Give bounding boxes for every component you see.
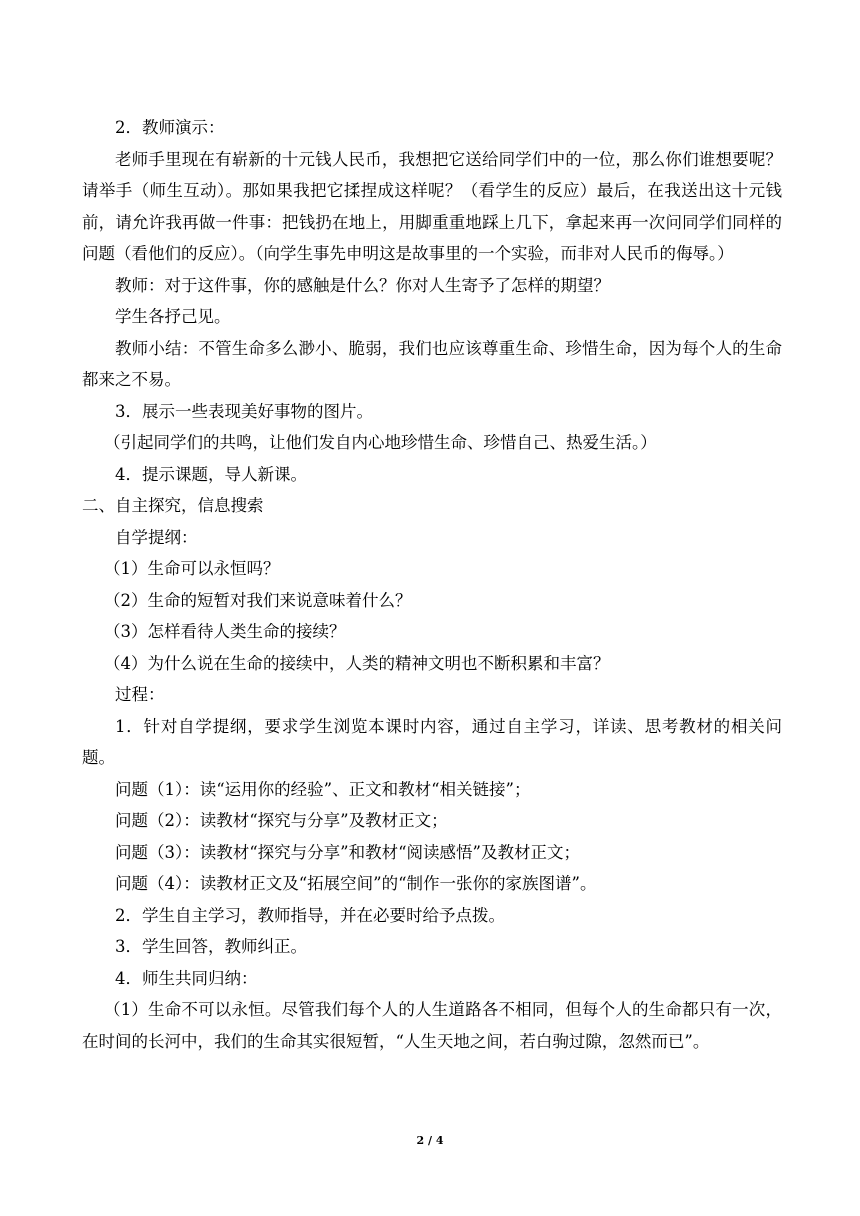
paragraph: 老师手里现在有崭新的十元钱人民币，我想把它送给同学们中的一位，那么你们谁想要呢？请举手（师生互动）。那如果我把它揉捏成这样呢？（看学生的反应）最后，在我送出这十元钱前，请允许我再做一件事：把钱扔在地上，用脚重重地踩上几下，拿起来再一次问同学们同样的问题（看他们的反应）。（向学生事先申明这是故事里的一个实验，而非对人民币的侮辱。） (82, 149, 782, 263)
list-item: （3）怎样看待人类生命的接续？ (104, 622, 346, 641)
paragraph: 问题（2）：读教材“探究与分享”及教材正文； (115, 811, 448, 830)
list-item: （4）为什么说在生命的接续中，人类的精神文明也不断积累和丰富？ (104, 653, 610, 673)
paragraph: 4．提示课题，导人新课。 (115, 464, 307, 484)
list-item: （2）生命的短暂对我们来说意味着什么？ (104, 590, 412, 610)
paragraph: 2．教师演示： (115, 118, 225, 137)
paragraph: 3．展示一些表现美好事物的图片。 (115, 401, 373, 421)
paragraph: 1．针对自学提纲，要求学生浏览本课时内容，通过自主学习，详读、思考教材的相关问题。 (82, 716, 782, 767)
section-heading: 二、自主探究，信息搜索 (82, 496, 264, 515)
page-number: 2 / 4 (416, 1134, 444, 1147)
paragraph: 学生各抒己见。 (115, 307, 231, 326)
paragraph: 2．学生自主学习，教师指导，并在必要时给予点拨。 (115, 905, 505, 925)
paragraph: 问题（1）：读“运用你的经验”、正文和教材“相关链接”； (115, 779, 531, 799)
paragraph: 过程： (115, 685, 165, 704)
paragraph: 教师小结：不管生命多么渺小、脆弱，我们也应该尊重生命、珍惜生命，因为每个人的生命都来之不易。 (82, 338, 782, 389)
paragraph: 问题（4）：读教材正文及“拓展空间”的“制作一张你的家族图谱”。 (115, 874, 597, 893)
list-item: （1）生命可以永恒吗？ (104, 559, 280, 578)
document-body (82, 112, 782, 1057)
paragraph: （1）生命不可以永恒。尽管我们每个人的人生道路各不相同，但每个人的生命都只有一次，在时间的长河中，我们的生命其实很短暂，“人生天地之间，若白驹过隙，忽然而已”。 (82, 1000, 782, 1051)
paragraph: 教师：对于这件事，你的感触是什么？你对人生寄予了怎样的期望？ (115, 275, 610, 295)
paragraph: 4．师生共同归纳： (115, 968, 258, 988)
paragraph: 3．学生回答，教师纠正。 (115, 937, 307, 956)
paragraph: （引起同学们的共鸣，让他们发自内心地珍惜生命、珍惜自己、热爱生活。） (104, 433, 657, 452)
paragraph: 问题（3）：读教材“探究与分享”和教材“阅读感悟”及教材正文； (115, 842, 580, 862)
paragraph: 自学提纲： (115, 527, 198, 547)
